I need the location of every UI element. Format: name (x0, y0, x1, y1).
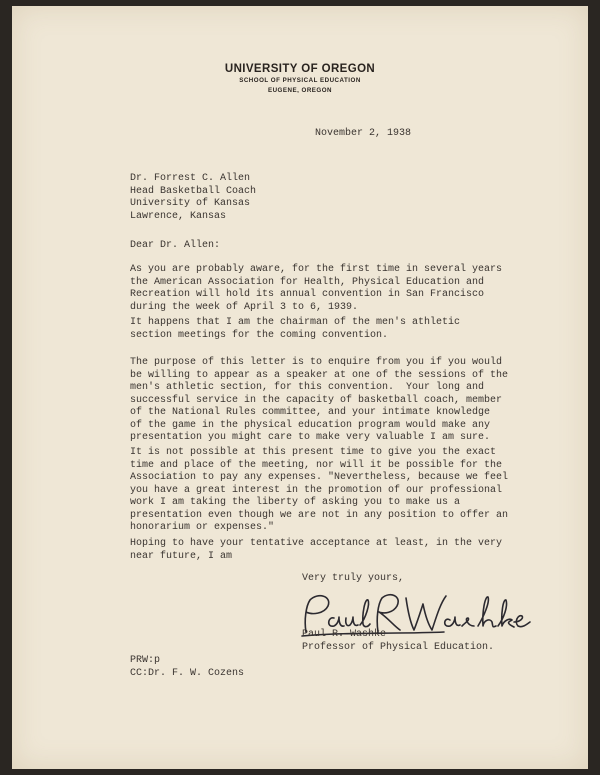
reference-block (130, 655, 244, 680)
recipient-address (130, 173, 256, 223)
signer-title: Professor of Physical Education. (302, 641, 495, 653)
closing: Very truly yours, (302, 573, 405, 584)
letterhead-university: UNIVERSITY OF OREGON (224, 63, 376, 75)
signature-text: Paul R. Washke (284, 646, 291, 647)
signer-name: Paul R. Washke (302, 629, 387, 640)
body-paragraph-3: The purpose of this letter is to enquire from you if you would be willing to appear as a speaker at one of the sessions of the men's athletic section, for this convention. Your long and successful service in the capacity of basketball coach, member of the National Rules committee, and your intimate knowledge of the game in the physical education program would make any presentation you might care to make very valuable I am sure. (130, 357, 509, 443)
body-paragraph-5: Hoping to have your tentative acceptance at least, in the very near future, I am (130, 538, 503, 562)
letterhead-city: EUGENE, OREGON (267, 87, 333, 94)
body-paragraph-1: As you are probably aware, for the first time in several years the American Association for Health, Physical Education and Recreation will hold its annual convention in San Francisco during the week of April 3 to 6, 1939. (130, 264, 503, 313)
salutation: Dear Dr. Allen: (130, 240, 221, 251)
letterhead (12, 62, 588, 96)
recipient-title: Head Basketball Coach (130, 185, 257, 197)
letter-date: November 2, 1938 (315, 128, 412, 139)
typist-initials: PRW:p (130, 655, 161, 666)
recipient-city: Lawrence, Kansas (130, 210, 227, 222)
body-paragraph-4: It is not possible at this present time to give you the exact time and place of the meeting, nor will it be possible for the Association to pay any expenses. "Nevertheless, because we feel you have a great interest in the promotion of our professional work I am taking the liberty of asking you to make us a presentation even though we are not in any position to offer an honorarium or expenses." (130, 447, 509, 533)
letterhead-school: SCHOOL OF PHYSICAL EDUCATION (239, 77, 361, 84)
recipient-name: Dr. Forrest C. Allen (130, 173, 251, 184)
recipient-institution: University of Kansas (130, 198, 251, 209)
signer-block (302, 629, 494, 654)
carbon-copy: CC:Dr. F. W. Cozens (130, 667, 245, 679)
letter-page (12, 6, 588, 769)
body-paragraph-2: It happens that I am the chairman of the men's athletic section meetings for the coming convention. (130, 317, 461, 341)
